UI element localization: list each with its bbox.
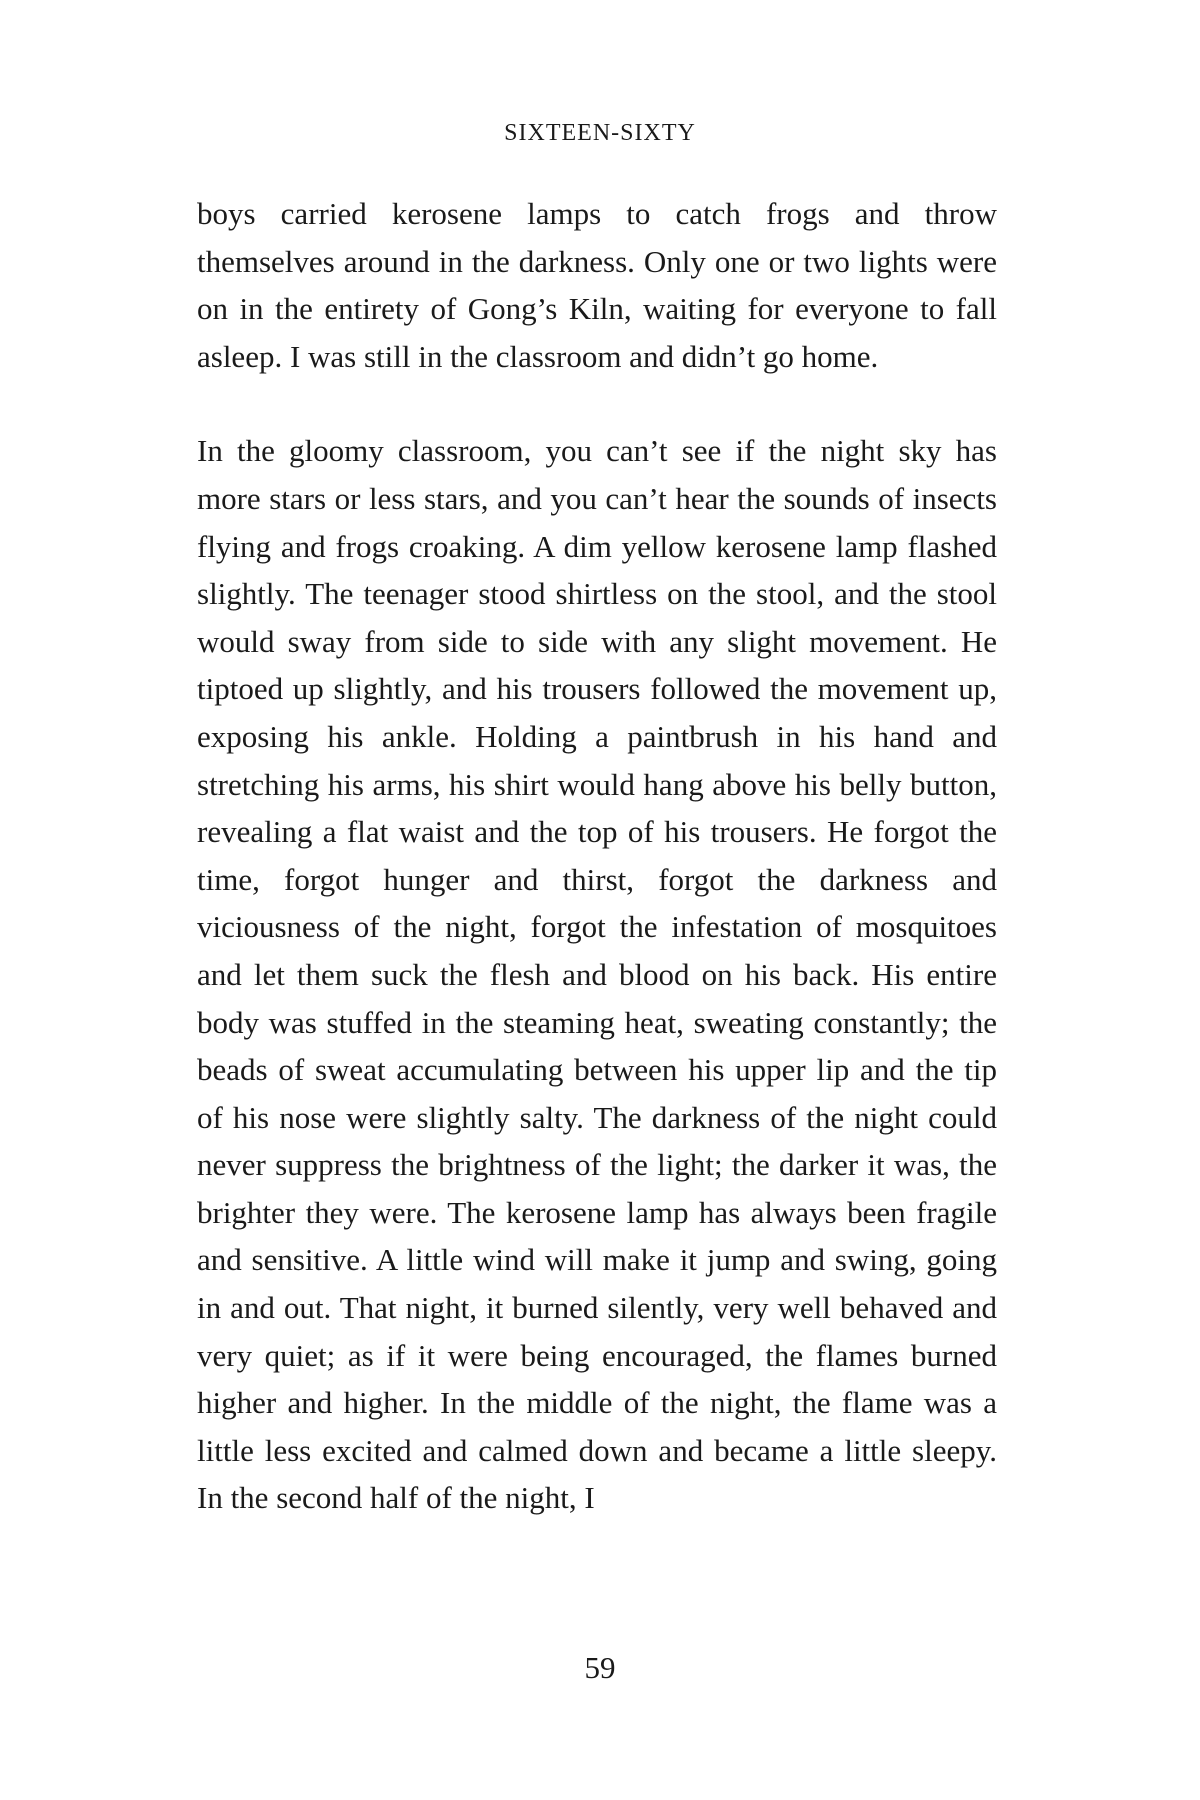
paragraph: In the gloomy classroom, you can’t see if the night sky has more stars or less stars, and you can’t hear the sounds of insects flying and frogs croaking. A dim yellow kerosene lamp flashed slightly. The teenager stood shirtless on the stool, and the stool would sway from side to side with any slight movement. He tiptoed up slightly, and his trousers followed the movement up, exposing his ankle. Holding a paintbrush in his hand and stretching his arms, his shirt would hang above his belly button, revealing a flat waist and the top of his trousers. He forgot the time, forgot hunger and thirst, forgot the darkness and viciousness of the night, forgot the infestation of mosquitoes and let them suck the flesh and blood on his back. His entire body was stuffed in the steaming heat, sweating constantly; the beads of sweat accumulating between his upper lip and the tip of his nose were slightly salty. The darkness of the night could never suppress the brightness of the light; the darker it was, the brighter they were. The kerosene lamp has always been fragile and sensitive. A little wind will make it jump and swing, going in and out. That night, it burned silently, very well behaved and very quiet; as if it were being encouraged, the flames burned higher and higher. In the middle of the night, the flame was a little less excited and calmed down and became a little sleepy. In the second half of the night, I — [197, 433, 997, 1516]
running-head: SIXTEEN-SIXTY — [504, 120, 696, 146]
paragraph: boys carried kerosene lamps to catch frogs and throw themselves around in the darkness. Only one or two lights were on in the entirety of Gong’s Kiln, waiting for everyone to fall asleep. I was still in the classroom and didn’t go home. — [197, 196, 997, 374]
body-text — [197, 190, 997, 1522]
page-number: 59 — [584, 1650, 616, 1685]
